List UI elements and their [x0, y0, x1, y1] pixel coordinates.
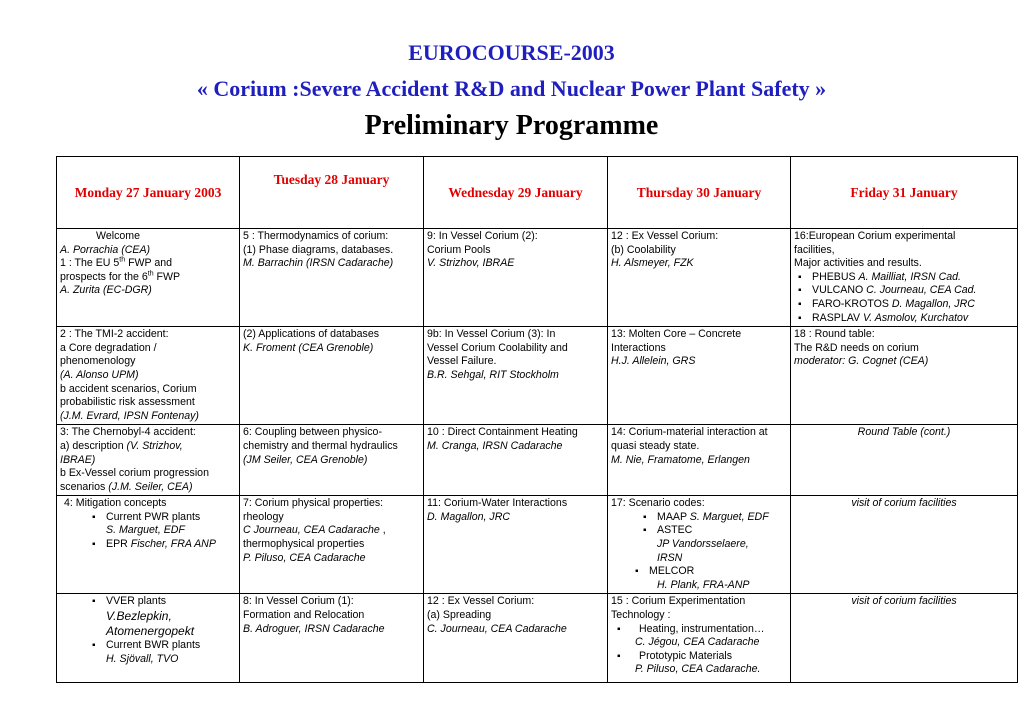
list-item: ▪ FARO-KROTOS D. Magallon, JRC: [796, 298, 1014, 312]
session-cell: 9b: In Vessel Corium (3): In Vessel Corium Coolability and Vessel Failure. B.R. Sehgal, RIT Stockholm: [424, 327, 608, 425]
day-tuesday: Tuesday 28 January: [240, 157, 424, 229]
list-item: ▪ EPR Fischer, FRA ANP: [90, 538, 236, 552]
event-subtitle: « Corium :Severe Accident R&D and Nuclear Power Plant Safety »: [196, 76, 827, 101]
session-cell: visit of corium facilities: [791, 594, 1018, 683]
session-cell: 13: Molten Core – Concrete Interactions H.J. Allelein, GRS: [608, 327, 791, 425]
list-item: ▪ VVER plants V.Bezlepkin, Atomenergopekt: [90, 595, 236, 639]
table-row: [57, 594, 1018, 683]
session-cell: 14: Corium-material interaction at quasi steady state. M. Nie, Framatome, Erlangen: [608, 425, 791, 496]
session-cell: 6: Coupling between physico- chemistry and thermal hydraulics (JM Seiler, CEA Grenoble): [240, 425, 424, 496]
list-item: ▪ RASPLAV V. Asmolov, Kurchatov: [796, 312, 1014, 326]
table-row: [57, 327, 1018, 425]
session-cell: 8: In Vessel Corium (1): Formation and Relocation B. Adroguer, IRSN Cadarache: [240, 594, 424, 683]
session-cell: 5 : Thermodynamics of corium: (1) Phase diagrams, databases. M. Barrachin (IRSN Cadarache): [240, 229, 424, 327]
day-wednesday: Wednesday 29 January: [424, 157, 608, 229]
session-cell: [57, 594, 240, 683]
table-row: [57, 229, 1018, 327]
event-title: EUROCOURSE-2003: [408, 40, 615, 65]
day-friday: Friday 31 January: [791, 157, 1018, 229]
day-monday: Monday 27 January 2003: [57, 157, 240, 229]
table-row: [57, 496, 1018, 594]
session-cell: 11: Corium-Water Interactions D. Magallon, JRC: [424, 496, 608, 594]
list-item: ▪ Current PWR plants S. Marguet, EDF: [90, 511, 236, 538]
session-cell: 4: Mitigation concepts ▪ Current PWR plants S. Marguet, EDF ▪ EPR Fischer, FRA ANP: [57, 496, 240, 594]
session-cell: 2 : The TMI-2 accident: a Core degradation / phenomenology (A. Alonso UPM) b accident scenarios, Corium probabilistic risk assessment (J.M. Evrard, IPSN Fontenay): [57, 327, 240, 425]
session-cell: 18 : Round table: The R&D needs on corium moderator: G. Cognet (CEA): [791, 327, 1018, 425]
session-cell: 16:European Corium experimental facilities, Major activities and results. ▪ PHEBUS A. Mailliat, IRSN Cad. ▪ VULCANO C. Journeau, CEA Cad. ▪ FARO-KROTOS D. Magallon, JRC ▪ RASPLAV V. Asmolov, Kurchatov: [791, 229, 1018, 327]
list-item: ▪ ASTEC: [641, 524, 787, 538]
session-cell: (2) Applications of databases K. Froment (CEA Grenoble): [240, 327, 424, 425]
list-item: ▪ VULCANO C. Journeau, CEA Cad.: [796, 284, 1014, 298]
list-item: ▪ Heating, instrumentation…: [615, 623, 787, 637]
list-item: ▪ Current BWR plants H. Sjövall, TVO: [90, 639, 236, 666]
programme-table: [56, 156, 1018, 683]
session-cell: 12 : Ex Vessel Corium: (a) Spreading C. Journeau, CEA Cadarache: [424, 594, 608, 683]
day-header-row: [57, 157, 1018, 229]
session-cell: 17: Scenario codes: ▪ MAAP S. Marguet, EDF ▪ ASTEC JP Vandorsselaere, IRSN ▪ MELCOR H. Plank, FRA-ANP: [608, 496, 791, 594]
session-cell: 3: The Chernobyl-4 accident: a) description (V. Strizhov, IBRAE) b Ex-Vessel corium progression scenarios (J.M. Seiler, CEA): [57, 425, 240, 496]
table-row: [57, 425, 1018, 496]
session-cell: Welcome A. Porrachia (CEA) 1 : The EU 5th FWP and prospects for the 6th FWP A. Zurita (EC-DGR): [57, 229, 240, 327]
session-cell: Round Table (cont.): [791, 425, 1018, 496]
day-thursday: Thursday 30 January: [608, 157, 791, 229]
session-cell: 9: In Vessel Corium (2): Corium Pools V. Strizhov, IBRAE: [424, 229, 608, 327]
list-item: ▪ Prototypic Materials: [615, 650, 787, 664]
session-cell: 15 : Corium Experimentation Technology : ▪ Heating, instrumentation… C. Jégou, CEA Cadarache ▪ Prototypic Materials P. Piluso, CEA Cadarache.: [608, 594, 791, 683]
session-cell: visit of corium facilities: [791, 496, 1018, 594]
list-item: ▪ PHEBUS A. Mailliat, IRSN Cad.: [796, 271, 1014, 285]
session-cell: 12 : Ex Vessel Corium: (b) Coolability H. Alsmeyer, FZK: [608, 229, 791, 327]
programme-title: Preliminary Programme: [364, 110, 659, 141]
session-cell: 7: Corium physical properties: rheology C Journeau, CEA Cadarache , thermophysical properties P. Piluso, CEA Cadarache: [240, 496, 424, 594]
list-item: ▪ MELCOR: [633, 565, 787, 579]
list-item: ▪ MAAP S. Marguet, EDF: [641, 511, 787, 525]
session-cell: 10 : Direct Containment Heating M. Cranga, IRSN Cadarache: [424, 425, 608, 496]
